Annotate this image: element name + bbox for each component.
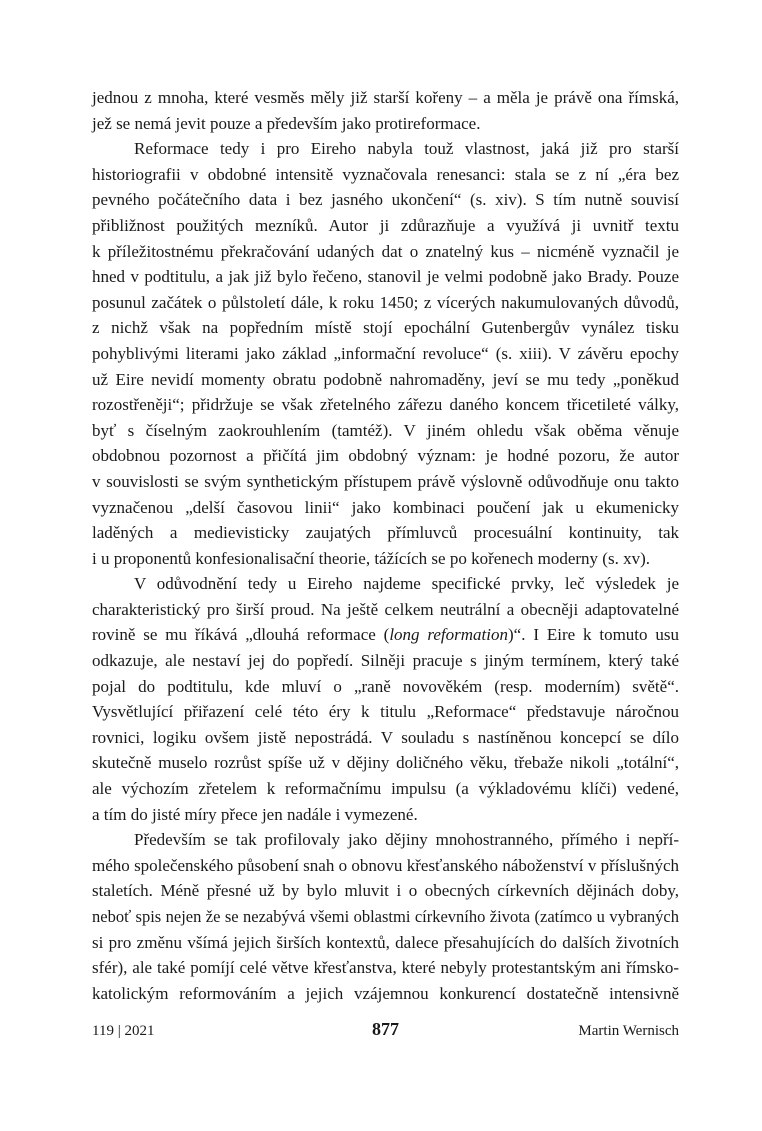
page-number: 877 (372, 1019, 399, 1039)
volume-year: 119 | 2021 (92, 1023, 155, 1039)
text-line: jednou z mnoha, které vesměs měly již starší kořeny – a měla je právě ona římská, (92, 88, 679, 107)
text-line: laděných a medievisticky zaujatých přímluvců procesuální kontinuity, tak (92, 523, 679, 543)
text-line: odkazuje, ale nestaví jej do popředí. Silněji pracuje s jiným termínem, který také (92, 651, 679, 671)
text-line: z nichž však na popředním místě stojí epochální Gutenbergův vynález tisku (92, 318, 679, 338)
text-line: rovině se mu říkává „dlouhá reformace (long reformation)“. I Eire k tomuto usu (92, 625, 680, 645)
text-line: mého společenského působení snah o obnovu křesťanského náboženství v příslušných (92, 855, 679, 875)
text-line: si pro změnu všímá jejich širších kontextů, dalece přesahujících do dalších životních (92, 932, 679, 952)
text-line: katolickým reformováním a jejich vzájemnou konkurencí dostatečně intensivně (92, 983, 679, 1003)
text-line: obdobnou pozornost a přičítá jim obdobný význam: je hodné pozoru, že autor (92, 446, 679, 466)
text-line: pevného počátečního data i bez jasného ukončení“ (s. xiv). S tím nutně souvisí (92, 190, 679, 210)
text-line: pohyblivými literami jako základ „informační revoluce“ (s. xiii). V závěru epochy (92, 343, 679, 363)
text-line: charakteristický pro širší proud. Na ještě celkem neutrální a obecněji adaptovatelné (92, 599, 679, 619)
text-line: Vysvětlující přiřazení celé této éry k titulu „Reformace“ představuje náročnou (92, 702, 679, 722)
text-line: sfér), ale také pomíjí celé větve křesťanstva, které nebyly protestantským ani římsko- (92, 958, 679, 978)
text-line: staletích. Méně přesné už by bylo mluvit i o obecných církevních dějinách doby, (92, 881, 679, 901)
page-footer (92, 1019, 679, 1043)
text-line: pojal do podtitulu, kde mluví o „raně novověkém (resp. moderním) světě“. (92, 676, 679, 696)
text-line: Především se tak profilovaly jako dějiny mnohostranného, přímého i nepří- (134, 830, 679, 850)
body-text (92, 85, 679, 1006)
text-line: rovnici, logiku ovšem jistě nepostrádá. V souladu s nastíněnou koncepcí se dílo (92, 727, 679, 747)
text-line: rozostřeněji“; přidržuje se však zřetelného zářezu daného koncem třicetileté války, (92, 395, 679, 415)
text-line: vyznačenou „delší časovou linii“ jako kombinaci poučení jak u ekumenicky (92, 497, 679, 517)
text-line: i u proponentů konfesionalisační theorie, tážících se po kořenech moderny (s. xv). (92, 548, 650, 568)
text-line: hned v podtitulu, a jak již bylo řečeno, stanovil je velmi podobně jako Brady. Pouze (92, 267, 679, 287)
text-line: k příležitostnému překračování udaných dat o znatelný kus – nicméně vyznačil je (92, 241, 679, 261)
text-line: historiografii v obdobné intensitě vyznačovala renesanci: stala se z ní „éra bez (92, 164, 679, 184)
text-line: Reformace tedy i pro Eireho nabyla touž vlastnost, jaká již pro starší (134, 139, 679, 159)
text-line: a tím do jisté míry přece jen nadále i vymezené. (92, 804, 418, 824)
text-line: posunul začátek o půlstoletí dále, k roku 1450; z vícerých nakumulovaných důvodů, (92, 292, 679, 312)
text-line: jež se nemá jevit pouze a především jako protireformace. (92, 113, 481, 133)
text-line: přibližnost použitých mezníků. Autor ji zdůrazňuje a využívá ji uvnitř textu (92, 215, 679, 235)
text-line: už Eire nevidí momenty obratu podobně nahromaděny, jeví se mu tedy „poněkud (92, 369, 679, 389)
text-line: skutečně muselo rozrůst spíše už v dějiny doličného věku, třebaže nikoli „totální“, (92, 753, 679, 773)
text-line: neboť spis nejen že se nezabývá všemi oblastmi církevního života (zatímco u vybraných (92, 907, 679, 926)
text-line: byť s číselným zaokrouhlením (tamtéž). V jiném ohledu však oběma věnuje (92, 420, 679, 440)
text-line: ale výchozím zřetelem k reformačnímu impulsu (a výkladovému klíči) vedené, (92, 779, 679, 799)
text-line: V odůvodnění tedy u Eireho najdeme specifické prvky, leč výsledek je (134, 574, 679, 594)
author-name: Martin Wernisch (578, 1023, 679, 1039)
text-line: v souvislosti se svým synthetickým přístupem právě výslovně odůvodňuje onu takto (92, 471, 679, 491)
